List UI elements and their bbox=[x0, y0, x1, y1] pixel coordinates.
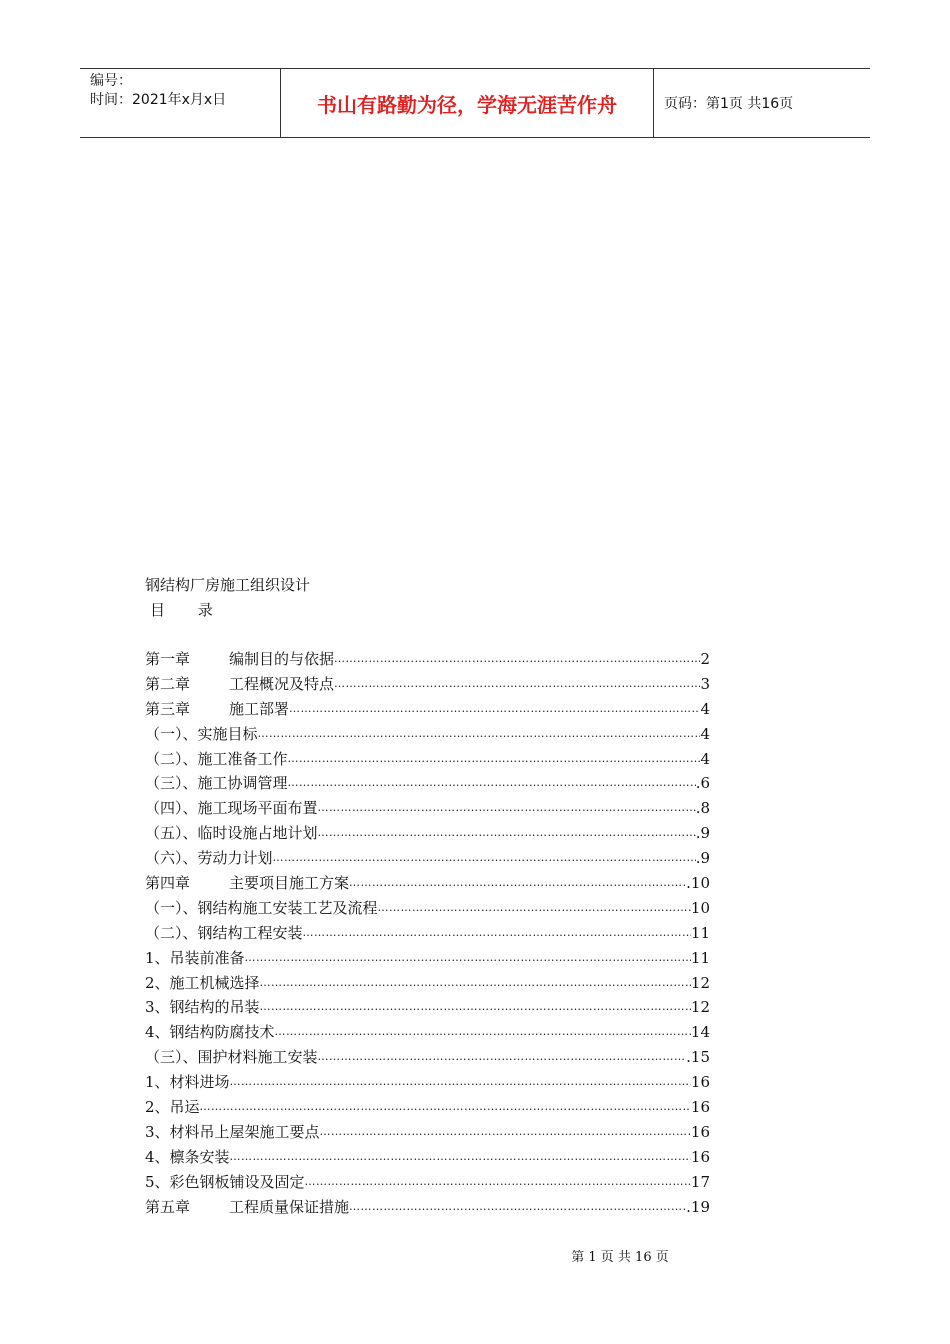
toc-entry[interactable] bbox=[145, 647, 710, 672]
toc-title: 4、檩条安装 bbox=[145, 1147, 230, 1166]
toc-leader-dots bbox=[230, 1145, 691, 1170]
toc-entry[interactable] bbox=[145, 771, 710, 796]
time-label: 时间：2021年x月x日 bbox=[90, 92, 227, 108]
toc-entry[interactable] bbox=[145, 747, 710, 772]
toc-page-number: .19 bbox=[686, 1197, 710, 1216]
toc-entry[interactable] bbox=[145, 896, 710, 921]
toc-leader-dots bbox=[349, 1195, 686, 1220]
toc-page-number: 16 bbox=[690, 1098, 710, 1117]
toc-title: 施工部署 bbox=[229, 699, 290, 718]
toc-entry[interactable] bbox=[145, 1170, 710, 1195]
toc-page-number: 11 bbox=[690, 923, 710, 942]
header-meta bbox=[80, 69, 281, 137]
toc-page-number: 11 bbox=[690, 948, 710, 967]
toc-entry[interactable] bbox=[145, 1145, 710, 1170]
toc-entry[interactable] bbox=[145, 722, 710, 747]
toc-title: 5、彩色钢板铺设及固定 bbox=[145, 1172, 305, 1191]
number-label: 编号： bbox=[90, 73, 132, 89]
toc-entry[interactable] bbox=[145, 846, 710, 871]
toc-leader-dots bbox=[200, 1095, 691, 1120]
toc-entry[interactable] bbox=[145, 697, 710, 722]
toc-leader-dots bbox=[318, 1045, 687, 1070]
toc-page-number: 4 bbox=[700, 699, 710, 718]
toc-entry[interactable] bbox=[145, 1195, 710, 1220]
toc-page-number: 2 bbox=[700, 650, 710, 668]
toc-title: （二）、施工准备工作 bbox=[145, 749, 288, 768]
toc-title: 1、吊装前准备 bbox=[145, 948, 245, 967]
toc-page-number: 16 bbox=[690, 1122, 710, 1141]
toc-leader-dots bbox=[260, 995, 691, 1020]
toc-page-number: 4 bbox=[700, 724, 710, 743]
toc-entry[interactable] bbox=[145, 1045, 710, 1070]
toc-title: （三）、围护材料施工安装 bbox=[145, 1048, 318, 1067]
toc-title: 工程概况及特点 bbox=[229, 674, 335, 693]
toc-chapter: 第二章 bbox=[145, 674, 191, 693]
toc-chapter: 第三章 bbox=[145, 699, 191, 718]
toc-leader-dots bbox=[245, 946, 691, 971]
toc-leader-dots bbox=[258, 722, 701, 747]
toc-leader-dots bbox=[318, 821, 696, 846]
toc-page-number: 16 bbox=[690, 1073, 710, 1092]
toc-page-number: 3 bbox=[700, 674, 710, 693]
toc-heading: 目 录 bbox=[150, 601, 227, 619]
toc-title: （二）、钢结构工程安装 bbox=[145, 923, 303, 942]
toc-entry[interactable] bbox=[145, 971, 710, 996]
toc-title: （一）、实施目标 bbox=[145, 724, 258, 743]
table-of-contents bbox=[145, 647, 710, 1219]
toc-title: 1、材料进场 bbox=[145, 1073, 230, 1092]
toc-title: 编制目的与依据 bbox=[229, 650, 335, 668]
toc-leader-dots bbox=[378, 896, 691, 921]
toc-page-number: 16 bbox=[690, 1147, 710, 1166]
toc-leader-dots bbox=[289, 697, 700, 722]
toc-entry[interactable] bbox=[145, 1070, 710, 1095]
header-motto: 书山有路勤为径，学海无涯苦作舟 bbox=[281, 69, 654, 137]
toc-chapter: 第一章 bbox=[145, 650, 191, 668]
toc-leader-dots bbox=[334, 672, 700, 697]
toc-title: （六）、劳动力计划 bbox=[145, 849, 273, 868]
toc-page-number: 12 bbox=[690, 998, 710, 1017]
toc-page-number: 12 bbox=[690, 973, 710, 992]
toc-page-number: .6 bbox=[695, 774, 710, 793]
toc-title: 4、钢结构防腐技术 bbox=[145, 1023, 275, 1042]
toc-entry[interactable] bbox=[145, 796, 710, 821]
toc-leader-dots bbox=[334, 647, 700, 672]
toc-entry[interactable] bbox=[145, 821, 710, 846]
toc-title: 工程质量保证措施 bbox=[229, 1197, 350, 1216]
toc-leader-dots bbox=[288, 747, 701, 772]
toc-title: 2、施工机械选择 bbox=[145, 973, 260, 992]
toc-page-number: .9 bbox=[695, 824, 710, 843]
toc-title: （三）、施工协调管理 bbox=[145, 774, 288, 793]
page-footer: 第 1 页 共 16 页 bbox=[571, 1250, 669, 1265]
header-page-info: 页码：第1页 共16页 bbox=[664, 96, 794, 112]
toc-page-number: .10 bbox=[686, 874, 710, 893]
toc-title: （一）、钢结构施工安装工艺及流程 bbox=[145, 898, 378, 917]
toc-leader-dots bbox=[288, 771, 696, 796]
toc-entry[interactable] bbox=[145, 1095, 710, 1120]
toc-chapter: 第五章 bbox=[145, 1197, 191, 1216]
toc-page-number: 4 bbox=[700, 749, 710, 768]
toc-entry[interactable] bbox=[145, 995, 710, 1020]
document-title: 钢结构厂房施工组织设计 bbox=[145, 576, 311, 594]
toc-title: （四）、施工现场平面布置 bbox=[145, 799, 318, 818]
toc-entry[interactable] bbox=[145, 921, 710, 946]
toc-leader-dots bbox=[305, 1170, 691, 1195]
toc-chapter: 第四章 bbox=[145, 874, 191, 893]
toc-entry[interactable] bbox=[145, 946, 710, 971]
toc-leader-dots bbox=[275, 1020, 691, 1045]
toc-title: （五）、临时设施占地计划 bbox=[145, 824, 318, 843]
toc-leader-dots bbox=[349, 871, 686, 896]
toc-title: 3、钢结构的吊装 bbox=[145, 998, 260, 1017]
toc-leader-dots bbox=[303, 921, 691, 946]
toc-leader-dots bbox=[318, 796, 696, 821]
toc-page-number: 10 bbox=[690, 898, 710, 917]
toc-title: 3、材料吊上屋架施工要点 bbox=[145, 1122, 320, 1141]
toc-title: 主要项目施工方案 bbox=[229, 874, 350, 893]
toc-page-number: .15 bbox=[686, 1048, 710, 1067]
toc-page-number: .9 bbox=[695, 849, 710, 868]
toc-page-number: .8 bbox=[695, 799, 710, 818]
toc-leader-dots bbox=[320, 1120, 691, 1145]
toc-leader-dots bbox=[260, 971, 691, 996]
toc-entry[interactable] bbox=[145, 871, 710, 896]
toc-entry[interactable] bbox=[145, 672, 710, 697]
toc-entry[interactable] bbox=[145, 1120, 710, 1145]
toc-page-number: 17 bbox=[690, 1172, 710, 1191]
toc-entry[interactable] bbox=[145, 1020, 710, 1045]
toc-leader-dots bbox=[230, 1070, 691, 1095]
toc-page-number: 14 bbox=[690, 1023, 710, 1042]
page-header bbox=[80, 68, 870, 138]
toc-leader-dots bbox=[273, 846, 696, 871]
toc-title: 2、吊运 bbox=[145, 1098, 200, 1117]
